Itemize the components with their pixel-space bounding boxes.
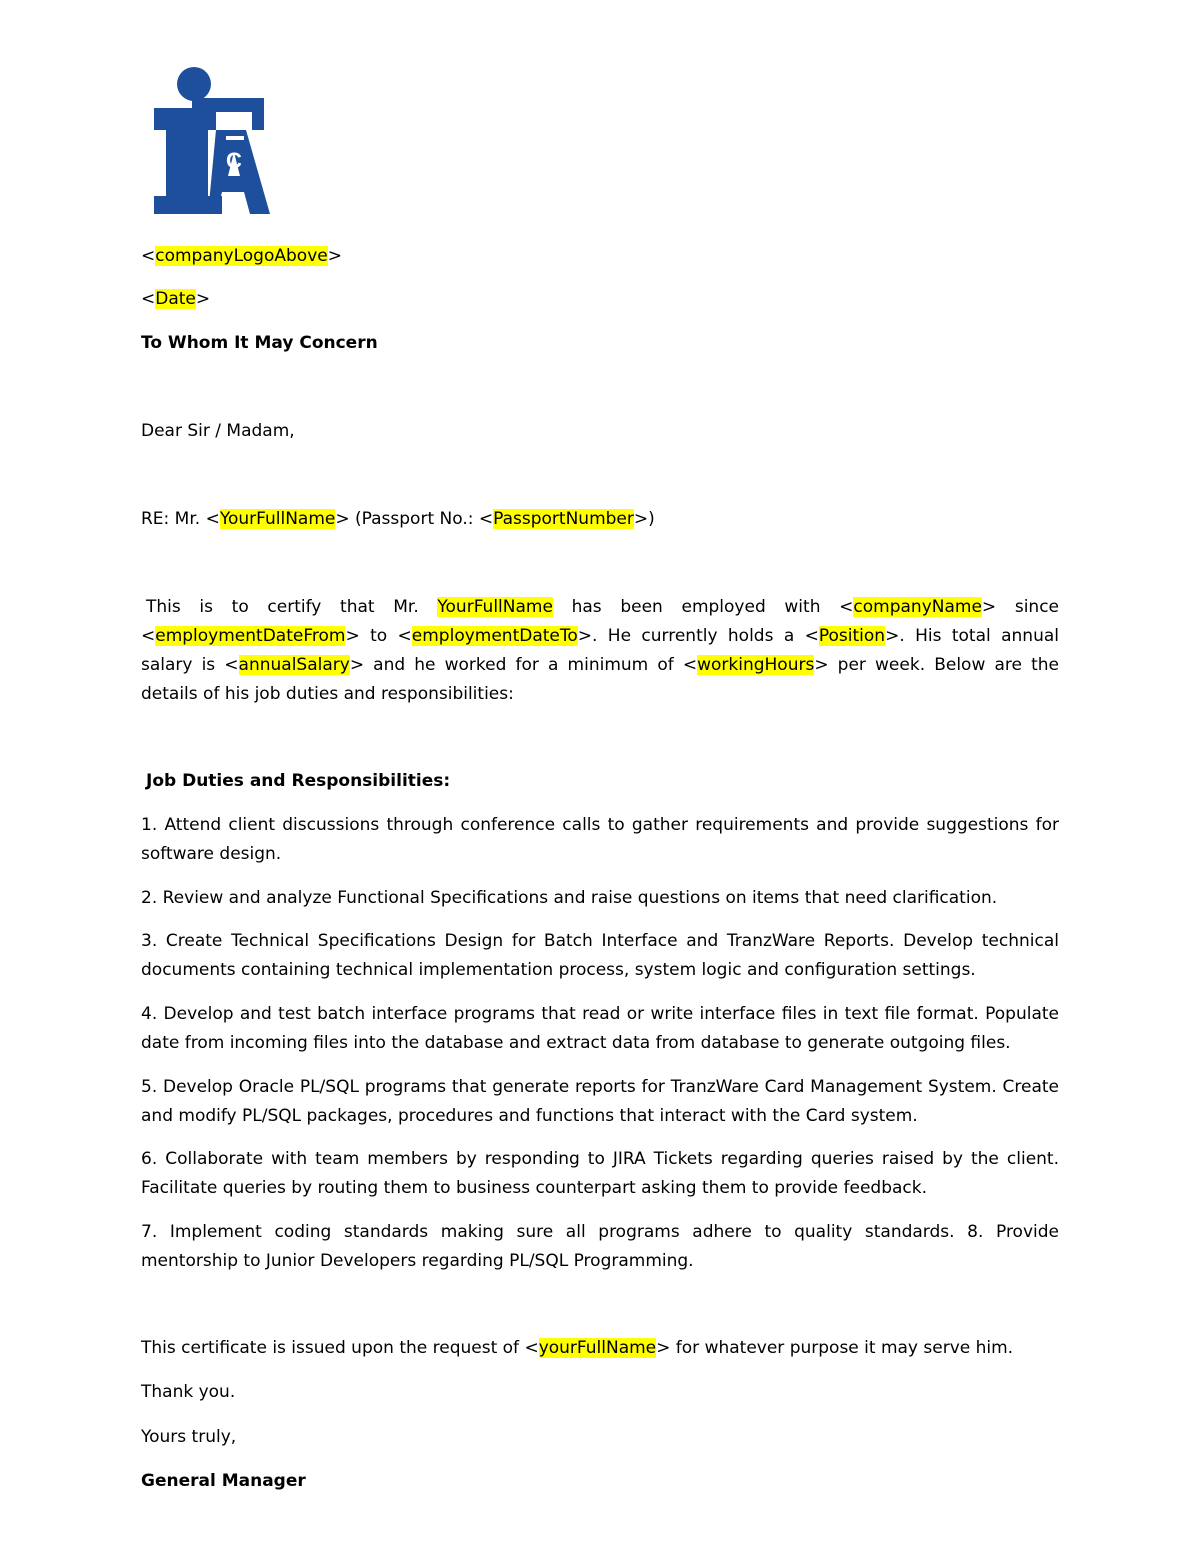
date-placeholder: <Date> xyxy=(141,289,211,309)
intro-text-8: > per week. Below are the details of his job duties and responsibilities: xyxy=(141,655,1059,704)
closing-text-1: This certificate is issued upon the request of < xyxy=(141,1338,539,1358)
closing-name-field: yourFullName xyxy=(538,1338,657,1358)
re-suffix: >) xyxy=(633,509,655,529)
closing-text-2: > for whatever purpose it may serve him. xyxy=(656,1338,1014,1358)
intro-paragraph xyxy=(141,593,1059,709)
intro-text-6: >. His total annual salary is < xyxy=(141,626,1059,675)
passport-field: PassportNumber xyxy=(493,509,634,529)
company-logo xyxy=(150,64,274,218)
intro-text-4: > to < xyxy=(345,626,412,646)
intro-text-5: >. He currently holds a < xyxy=(577,626,819,646)
re-middle: > (Passport No.: < xyxy=(335,509,494,529)
duty-item-7: 7. Implement coding standards making sure all programs adhere to quality standards. 8. Provide mentorship to Junior Developers regarding PL/SQL Programming. xyxy=(141,1222,1059,1271)
salary-field: annualSalary xyxy=(238,655,350,675)
salutation-title: To Whom It May Concern xyxy=(141,333,378,353)
intro-text-3: > since < xyxy=(141,597,1060,646)
re-prefix: RE: Mr. < xyxy=(141,509,220,529)
greeting: Dear Sir / Madam, xyxy=(141,421,295,441)
date-from-field: employmentDateFrom xyxy=(155,626,346,646)
closing-statement xyxy=(141,1334,1013,1363)
date-field: Date xyxy=(155,289,196,309)
intro-name-field: YourFullName xyxy=(437,597,553,617)
duty-item-1: 1. Attend client discussions through conference calls to gather requirements and provide suggestions for software design. xyxy=(141,815,1059,864)
re-line xyxy=(141,505,655,534)
date-to-field: employmentDateTo xyxy=(411,626,578,646)
intro-text-2: has been employed with < xyxy=(552,597,854,617)
position-field: Position xyxy=(818,626,886,646)
duties-heading: Job Duties and Responsibilities: xyxy=(146,771,451,791)
thanks: Thank you. xyxy=(141,1382,236,1402)
full-name-field: YourFullName xyxy=(219,509,336,529)
sign-off: Yours truly, xyxy=(141,1427,237,1447)
company-logo-placeholder: <companyLogoAbove> xyxy=(141,246,342,266)
intro-text-7: > and he worked for a minimum of < xyxy=(349,655,698,675)
svg-text:C: C xyxy=(226,148,242,173)
duty-item-6: 6. Collaborate with team members by responding to JIRA Tickets regarding queries raised by the client. Facilitate queries by routing them to business counterpart asking them to provide feedback. xyxy=(141,1149,1059,1198)
duty-item-4: 4. Develop and test batch interface programs that read or write interface files in text file format. Populate date from incoming files into the database and extract data from database to generate outgoing files. xyxy=(141,1004,1059,1053)
hours-field: workingHours xyxy=(697,655,815,675)
duty-item-5: 5. Develop Oracle PL/SQL programs that generate reports for TranzWare Card Management System. Create and modify PL/SQL packages, procedures and functions that interact with the Card system. xyxy=(141,1077,1059,1126)
duty-item-3: 3. Create Technical Specifications Design for Batch Interface and TranzWare Reports. Develop technical documents containing technical implementation process, system logic and configuration settings. xyxy=(141,931,1059,980)
company-logo-field: companyLogoAbove xyxy=(155,246,328,266)
duty-item-2: 2. Review and analyze Functional Specifications and raise questions on items that need clarification. xyxy=(141,888,998,908)
company-name-field: companyName xyxy=(853,597,982,617)
signatory: General Manager xyxy=(141,1471,306,1491)
intro-text-1: This is to certify that Mr. xyxy=(146,597,438,617)
